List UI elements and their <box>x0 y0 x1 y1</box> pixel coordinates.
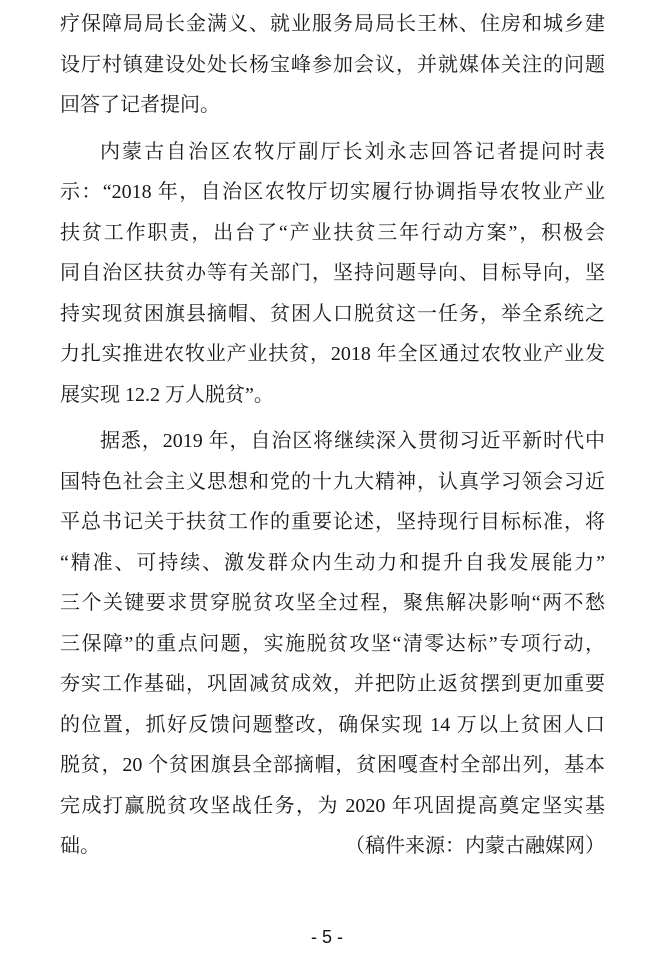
page-number: - 5 - <box>310 927 343 947</box>
text-line: 力扎实推进农牧业产业扶贫，2018 年全区通过农牧业产业发 <box>60 343 605 365</box>
text-line: 平总书记关于扶贫工作的重要论述，坚持现行目标标准，将 <box>60 511 605 533</box>
closing-line <box>60 826 605 867</box>
text-line: 内蒙古自治区农牧厅副厅长刘永志回答记者提问时表 <box>100 140 605 163</box>
text-line: 三保障”的重点问题，实施脱贫攻坚“清零达标”专项行动， <box>60 632 605 655</box>
text-line: 完成打赢脱贫攻坚战任务，为 2020 年巩固提高奠定坚实基 <box>60 794 605 817</box>
text-line: 持实现贫困旗县摘帽、贫困人口脱贫这一任务，举全系统之 <box>60 302 605 325</box>
text-line: 扶贫工作职责，出台了“产业扶贫三年行动方案”，积极会 <box>60 221 605 244</box>
text-line: 的位置，抓好反馈问题整改，确保实现 14 万以上贫困人口 <box>60 713 605 736</box>
document-body <box>60 4 605 867</box>
text-line: “精准、可持续、激发群众内生动力和提升自我发展能力” <box>60 551 605 574</box>
text-line: 国特色社会主义思想和党的十九大精神，认真学习领会习近 <box>60 470 605 493</box>
text-line: 疗保障局局长金满义、就业服务局局长王林、住房和城乡建 <box>60 13 605 35</box>
text-line: 展实现 12.2 万人脱贫”。 <box>60 383 274 406</box>
text-line: 同自治区扶贫办等有关部门，坚持问题导向、目标导向，坚 <box>60 262 605 284</box>
text-line: 夯实工作基础，巩固减贫成效，并把防止返贫摆到更加重要 <box>60 673 605 695</box>
text-line: 回答了记者提问。 <box>60 94 220 116</box>
text-line: 示：“2018 年，自治区农牧厅切实履行协调指导农牧业产业 <box>60 181 605 203</box>
closing-text: 础。 <box>60 835 100 857</box>
text-line: 脱贫，20 个贫困旗县全部摘帽，贫困嘎查村全部出列，基本 <box>60 754 605 776</box>
text-line: 据悉，2019 年，自治区将继续深入贯彻习近平新时代中 <box>100 430 605 452</box>
text-line: 三个关键要求贯穿脱贫攻坚全过程，聚焦解决影响“两不愁 <box>60 592 605 614</box>
text-line: 设厅村镇建设处处长杨宝峰参加会议，并就媒体关注的问题 <box>60 53 605 76</box>
source-attribution: （稿件来源：内蒙古融媒网） <box>345 835 605 857</box>
